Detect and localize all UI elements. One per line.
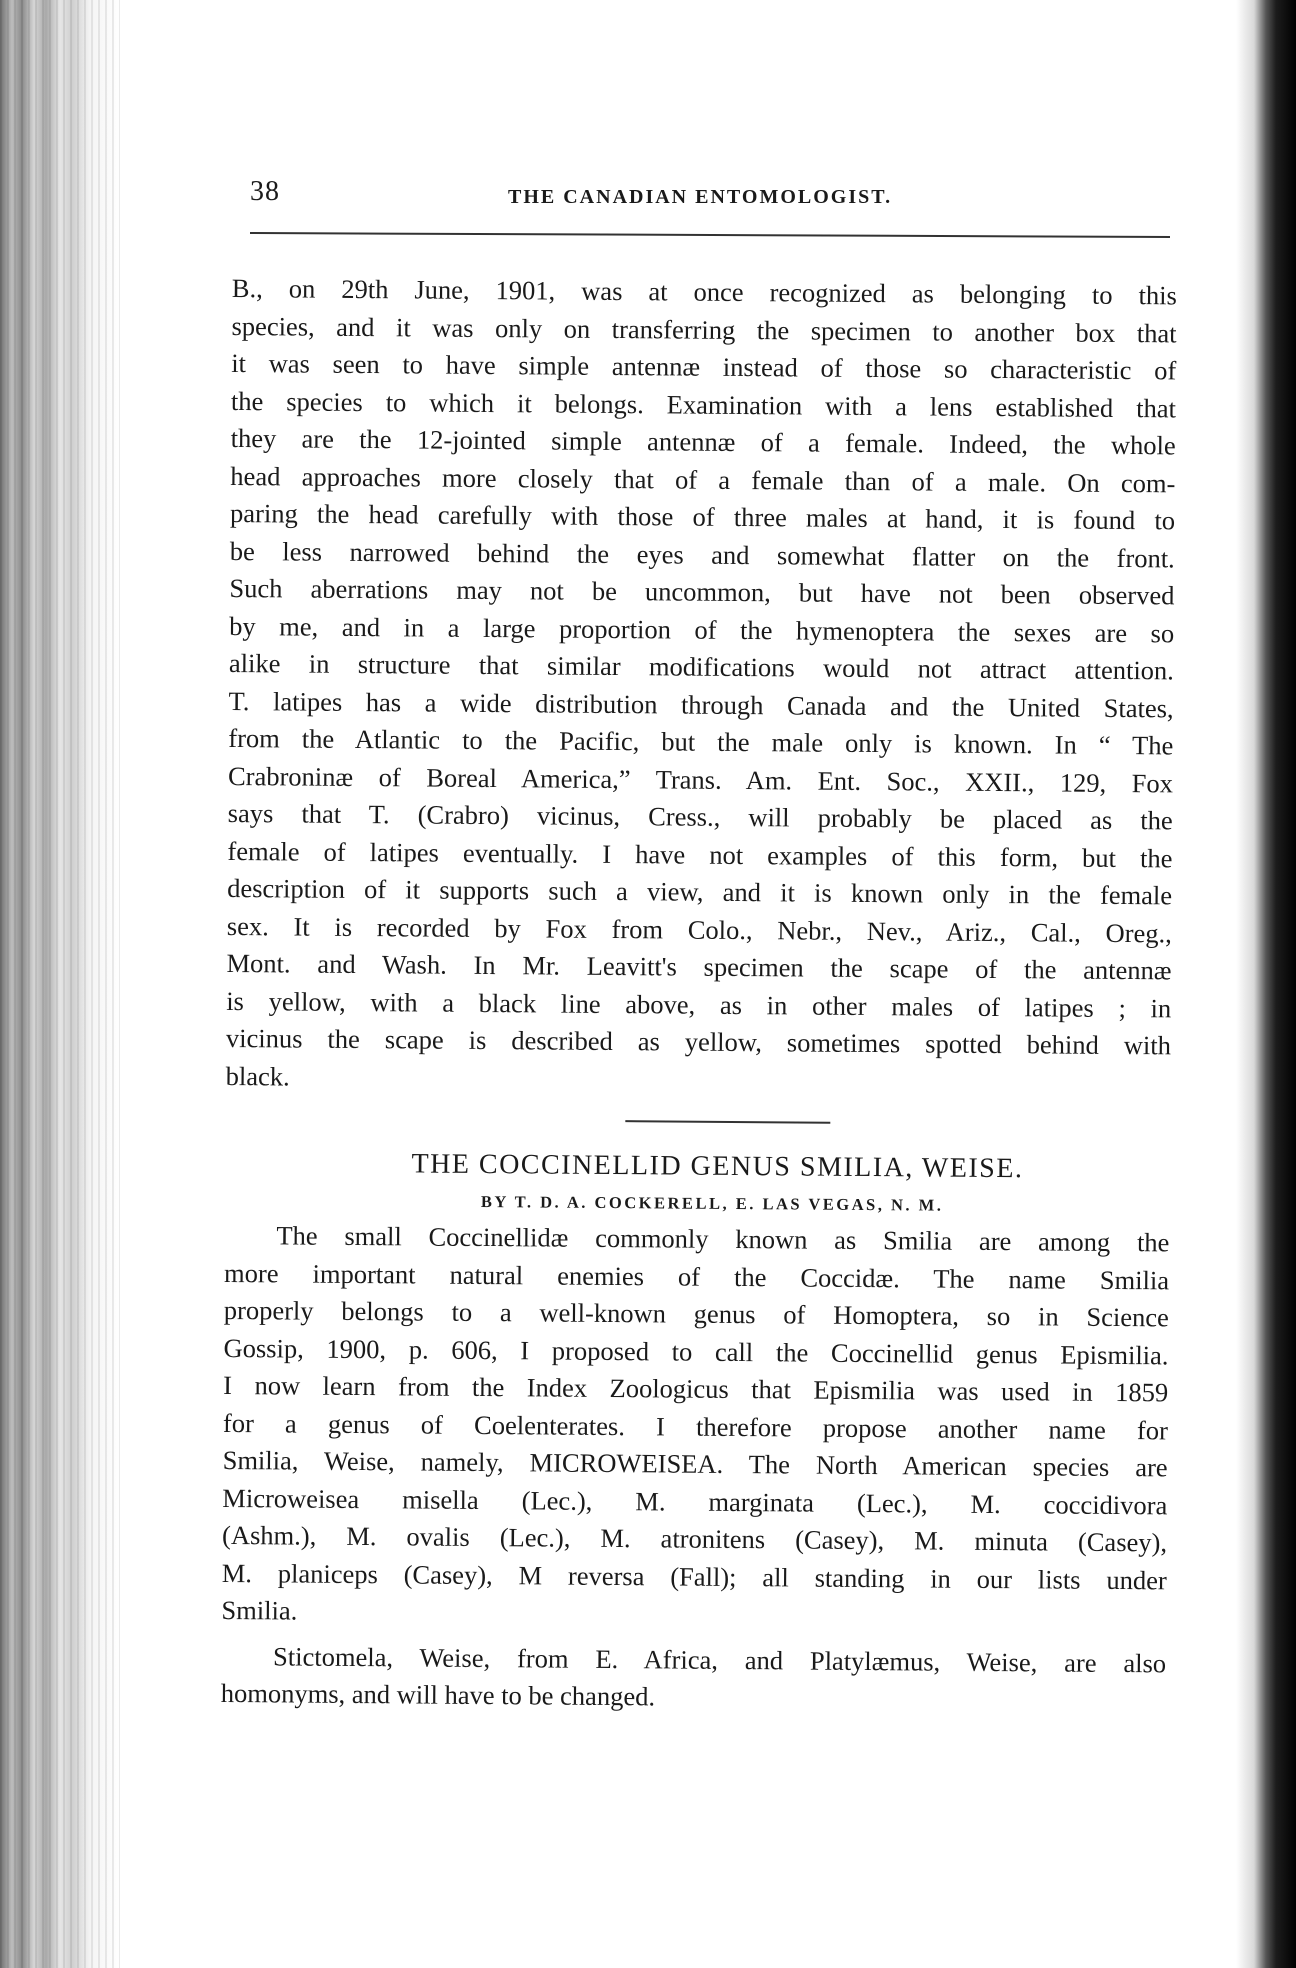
text-line: alike in structure that similar modifications would not attract attention. xyxy=(228,647,1175,686)
page-header xyxy=(232,150,1182,212)
text-line: vicinus the scape is described as yellow, sometimes spotted behind with xyxy=(225,1022,1172,1061)
paragraph xyxy=(221,1637,1167,1719)
book-page xyxy=(220,150,1182,1712)
text-line: Microweisea misella (Lec.), M. marginata (Lec.), M. coccidivora xyxy=(222,1482,1168,1520)
text-line: sex. It is recorded by Fox from Colo., Nebr., Nev., Ariz., Cal., Oreg., xyxy=(226,910,1172,948)
text-line: from the Atlantic to the Pacific, but the male only is known. In “ The xyxy=(228,722,1174,761)
text-line: (Ashm.), M. ovalis (Lec.), M. atronitens (Casey), M. minuta (Casey), xyxy=(221,1519,1168,1558)
text-line: paring the head carefully with those of three males at hand, it is found to xyxy=(229,497,1176,536)
running-head: THE CANADIAN ENTOMOLOGIST. xyxy=(508,186,893,208)
text-line: Such aberrations may not be uncommon, but have not been observed xyxy=(229,572,1175,611)
text-line: species, and it was only on transferring the specimen to another box that xyxy=(231,310,1177,348)
text-line: black. xyxy=(225,1060,290,1091)
text-line: more important natural enemies of the Coccidæ. The name Smilia xyxy=(224,1257,1170,1295)
text-line: is yellow, with a black line above, as in other males of latipes ; in xyxy=(226,985,1172,1023)
section-separator xyxy=(625,1120,830,1124)
text-line: homonyms, and will have to be changed. xyxy=(220,1677,656,1712)
page-right-edge xyxy=(1236,0,1296,1968)
text-line: The small Coccinellidæ commonly known as Smilia are among the xyxy=(276,1220,1170,1258)
article-title: THE COCCINELLID GENUS SMILIA, WEISE. xyxy=(411,1148,1024,1185)
article-byline: BY T. D. A. COCKERELL, E. LAS VEGAS, N. M. xyxy=(480,1191,944,1215)
text-line: T. latipes has a wide distribution through Canada and the United States, xyxy=(228,685,1174,723)
paragraph xyxy=(221,1217,1169,1637)
text-line: properly belongs to a well-known genus of Homoptera, so in Science xyxy=(223,1294,1169,1333)
text-line: Gossip, 1900, p. 606, I proposed to call the Coccinellid genus Epismilia. xyxy=(223,1332,1169,1370)
text-line: description of it supports such a view, and it is known only in the female xyxy=(227,872,1173,911)
text-line: they are the 12-jointed simple antennæ of a female. Indeed, the whole xyxy=(230,422,1176,461)
text-line: Stictomela, Weise, from E. Africa, and Platylæmus, Weise, are also xyxy=(272,1640,1167,1678)
article-continuation xyxy=(226,270,1177,1102)
text-line: B., on 29th June, 1901, was at once recognized as belonging to this xyxy=(231,272,1177,311)
text-line: female of latipes eventually. I have not examples of this form, but the xyxy=(227,835,1173,873)
text-line: for a genus of Coelenterates. I therefore propose another name for xyxy=(222,1407,1169,1445)
text-line: Smilia, Weise, namely, MICROWEISEA. The North American species are xyxy=(222,1444,1168,1483)
text-line: be less narrowed behind the eyes and somewhat flatter on the front. xyxy=(229,535,1175,573)
page-number: 38 xyxy=(250,176,280,207)
text-line: Smilia. xyxy=(221,1594,298,1626)
header-rule xyxy=(250,232,1170,238)
text-line: M. planiceps (Casey), M reversa (Fall); all standing in our lists under xyxy=(221,1557,1167,1595)
text-line: I now learn from the Index Zoologicus that Epismilia was used in 1859 xyxy=(223,1369,1169,1408)
text-line: the species to which it belongs. Examination with a lens established that xyxy=(230,385,1177,423)
page-body xyxy=(221,270,1177,1720)
text-line: it was seen to have simple antennæ instead of those so characteristic of xyxy=(231,347,1177,386)
text-line: head approaches more closely that of a female than of a male. On com- xyxy=(230,460,1176,498)
text-line: Crabroninæ of Boreal America,” Trans. Am. Ent. Soc., XXII., 129, Fox xyxy=(227,760,1174,798)
text-line: Mont. and Wash. In Mr. Leavitt's specimen the scape of the antennæ xyxy=(226,947,1172,986)
article-coccinellid xyxy=(221,1143,1170,1720)
book-gutter-edge xyxy=(0,0,120,1968)
text-line: says that T. (Crabro) vicinus, Cress., will probably be placed as the xyxy=(227,797,1173,836)
text-line: by me, and in a large proportion of the hymenoptera the sexes are so xyxy=(229,610,1175,648)
